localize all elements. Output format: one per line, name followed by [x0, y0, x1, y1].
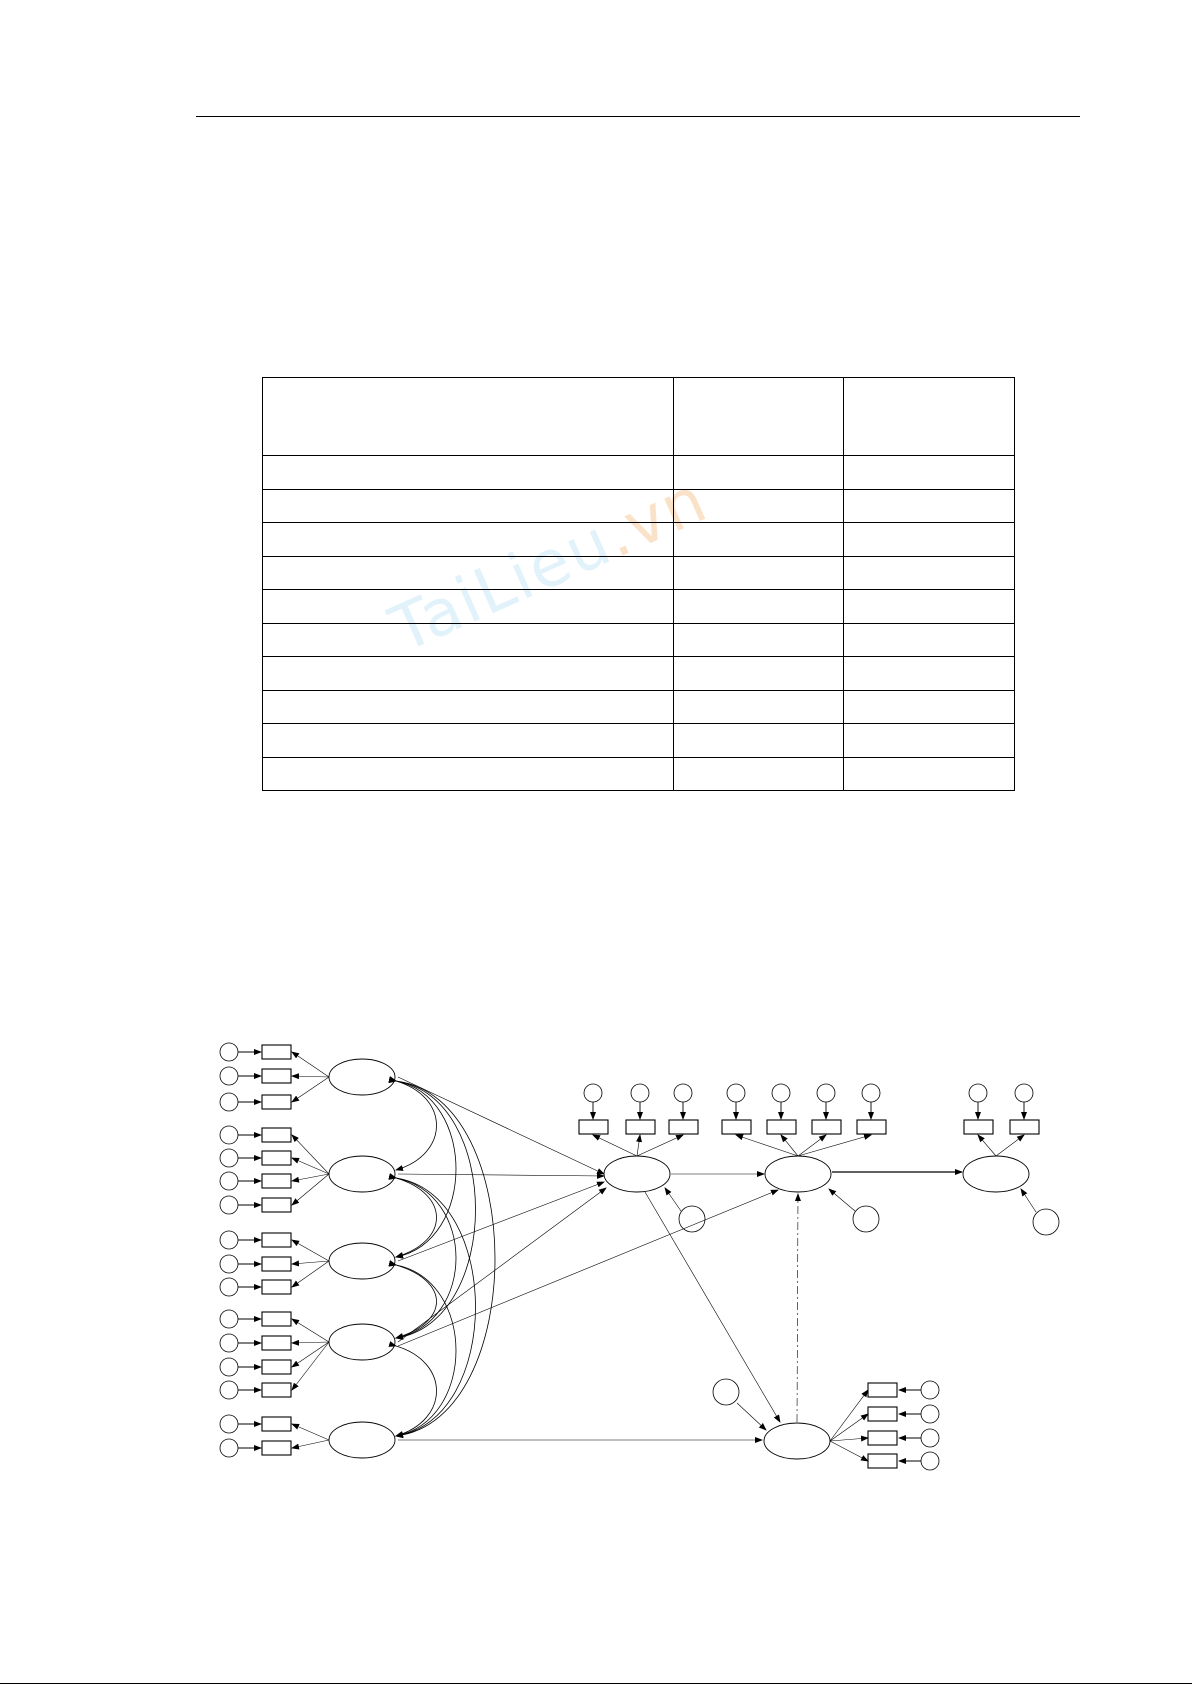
moderator-factor: [764, 1423, 830, 1459]
indicator-box: [262, 1198, 291, 1212]
mediator-factor: [604, 1156, 670, 1192]
loading-arrow: [292, 1440, 329, 1448]
structural-path: [398, 1188, 606, 1342]
error-term: [674, 1084, 692, 1102]
error-term: [1015, 1084, 1033, 1102]
exogenous-factor: [329, 1243, 395, 1279]
outcome-factor: [963, 1156, 1029, 1192]
loading-arrow: [830, 1390, 868, 1441]
error-term: [220, 1255, 238, 1273]
loading-arrow: [292, 1077, 329, 1102]
error-term: [727, 1084, 745, 1102]
loading-arrow: [996, 1135, 1024, 1156]
covariance-arc: [396, 1081, 437, 1170]
covariance-arc: [396, 1178, 437, 1257]
error-term: [772, 1084, 790, 1102]
error-term: [631, 1084, 649, 1102]
loading-arrow: [637, 1135, 683, 1156]
indicator-box: [964, 1120, 993, 1134]
indicator-box: [262, 1360, 291, 1374]
exogenous-factor: [329, 1156, 395, 1192]
indicator-box: [669, 1120, 698, 1134]
disturbance-term: [713, 1379, 739, 1405]
exogenous-factor: [329, 1422, 395, 1458]
error-term: [220, 1439, 238, 1457]
indicator-box: [868, 1383, 897, 1397]
loading-arrow: [292, 1342, 329, 1390]
structural-path: [398, 1174, 604, 1176]
structural-path: [398, 1190, 778, 1346]
loading-arrow: [292, 1342, 329, 1343]
indicator-box: [262, 1336, 291, 1350]
loading-arrow: [593, 1135, 637, 1156]
loading-arrow: [292, 1174, 329, 1181]
loading-arrow: [292, 1342, 329, 1367]
loading-arrow: [830, 1438, 868, 1441]
disturbance-arrow: [1021, 1189, 1036, 1212]
loading-arrow: [637, 1135, 640, 1156]
error-term: [921, 1429, 939, 1447]
disturbance-term: [679, 1206, 705, 1232]
error-term: [220, 1358, 238, 1376]
loading-arrow: [292, 1261, 329, 1264]
indicator-box: [579, 1120, 608, 1134]
loading-arrow: [292, 1158, 329, 1174]
indicator-box: [262, 1174, 291, 1188]
indicator-box: [262, 1312, 291, 1326]
loading-arrow: [736, 1135, 798, 1156]
error-term: [220, 1310, 238, 1328]
error-term: [862, 1084, 880, 1102]
bottom-rule: [0, 1683, 1192, 1684]
error-term: [220, 1278, 238, 1296]
indicator-box: [857, 1120, 886, 1134]
watermark-logo: TaiLieu.vn: [380, 462, 719, 668]
error-term: [220, 1196, 238, 1214]
indicator-box: [722, 1120, 751, 1134]
disturbance-arrow: [737, 1403, 766, 1430]
indicator-box: [262, 1233, 291, 1247]
indicator-box: [767, 1120, 796, 1134]
indicator-box: [262, 1069, 291, 1083]
error-term: [921, 1452, 939, 1470]
error-term: [220, 1231, 238, 1249]
loading-arrow: [798, 1135, 871, 1156]
indicator-box: [262, 1151, 291, 1165]
indicator-box: [262, 1045, 291, 1059]
indicator-box: [1010, 1120, 1039, 1134]
error-term: [220, 1093, 238, 1111]
structural-path: [398, 1077, 604, 1174]
mediator-factor: [765, 1156, 831, 1192]
structural-path: [645, 1192, 780, 1422]
disturbance-term: [853, 1206, 879, 1232]
disturbance-arrow: [829, 1189, 855, 1211]
exogenous-factor: [329, 1059, 395, 1095]
indicator-box: [262, 1441, 291, 1455]
indicator-box: [262, 1417, 291, 1431]
loading-arrow: [292, 1240, 329, 1261]
error-term: [220, 1149, 238, 1167]
loading-arrow: [292, 1319, 329, 1342]
error-term: [220, 1381, 238, 1399]
indicator-box: [262, 1128, 291, 1142]
error-term: [584, 1084, 602, 1102]
error-term: [220, 1172, 238, 1190]
error-term: [220, 1126, 238, 1144]
indicator-box: [868, 1454, 897, 1468]
exogenous-factor: [329, 1324, 395, 1360]
loading-arrow: [292, 1261, 329, 1287]
disturbance-arrow: [665, 1188, 681, 1211]
error-term: [220, 1067, 238, 1085]
loading-arrow: [292, 1174, 329, 1205]
indicator-box: [262, 1280, 291, 1294]
error-term: [921, 1381, 939, 1399]
moderation-path: [797, 1194, 798, 1422]
loading-arrow: [292, 1076, 329, 1077]
indicator-box: [868, 1431, 897, 1445]
error-term: [817, 1084, 835, 1102]
error-term: [220, 1043, 238, 1061]
disturbance-term: [1033, 1209, 1059, 1235]
indicator-box: [262, 1257, 291, 1271]
loading-arrow: [830, 1414, 868, 1441]
loading-arrow: [978, 1135, 996, 1156]
covariance-arc: [396, 1346, 437, 1436]
loading-arrow: [292, 1424, 329, 1440]
indicator-box: [262, 1095, 291, 1109]
covariance-arc: [396, 1265, 437, 1338]
error-term: [969, 1084, 987, 1102]
indicator-box: [262, 1383, 291, 1397]
indicator-box: [868, 1407, 897, 1421]
error-term: [220, 1334, 238, 1352]
indicator-box: [626, 1120, 655, 1134]
error-term: [220, 1415, 238, 1433]
loading-arrow: [292, 1052, 329, 1077]
loading-arrow: [830, 1441, 868, 1461]
covariance-arc: [396, 1081, 495, 1436]
indicator-box: [812, 1120, 841, 1134]
error-term: [921, 1405, 939, 1423]
loading-arrow: [798, 1135, 826, 1156]
loading-arrow: [292, 1135, 329, 1174]
